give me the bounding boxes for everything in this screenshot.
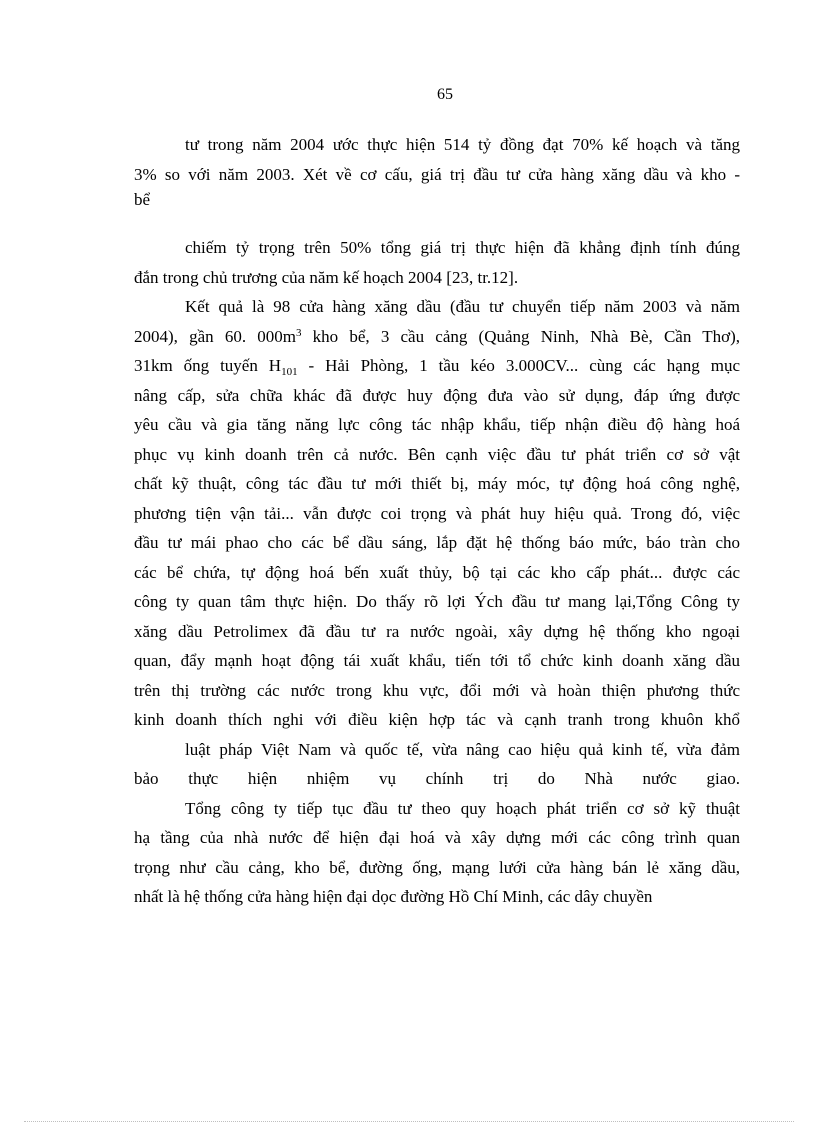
text-line: nhất là hệ thống cửa hàng hiện đại dọc đường Hồ Chí Minh, các dây chuyền (134, 887, 653, 906)
text-line: đắn trong chủ trương của năm kế hoạch 2004 [23, tr.12]. (134, 267, 519, 287)
body-text (134, 130, 740, 912)
text-line: luật pháp Việt Nam và quốc tế, vừa nâng cao hiệu quả kinh tế, vừa đảm (185, 739, 740, 759)
text-line: yêu cầu và gia tăng năng lực công tác nhập khẩu, tiếp nhận điều độ hàng hoá (134, 415, 740, 434)
text-line: đầu tư mái phao cho các bể dầu sáng, lắp đặt hệ thống báo mức, báo tràn cho (134, 533, 740, 552)
text-line: công ty quan tâm thực hiện. Do thấy rõ lợi Ých đầu tư mang lại,Tổng Công ty (134, 592, 740, 611)
text-line (134, 351, 740, 381)
text-line: Kết quả là 98 cửa hàng xăng dầu (đầu tư chuyển tiếp năm 2003 và năm (185, 297, 740, 316)
page-number: 65 (437, 86, 453, 103)
text-line: trọng như cầu cảng, kho bể, đường ống, mạng lưới cửa hàng bán lẻ xăng dầu, (134, 857, 740, 877)
text-line: hạ tầng của nhà nước để hiện đại hoá và xây dựng mới các công trình quan (134, 828, 740, 847)
text-segment: - Hải Phòng, 1 tầu kéo 3.000CV... cùng các hạng mục (297, 356, 740, 375)
text-line: các bể chứa, tự động hoá bến xuất thủy, bộ tại các kho cấp phát... được các (134, 562, 740, 582)
text-line: nâng cấp, sửa chữa khác đã được huy động đưa vào sử dụng, đáp ứng được (134, 385, 740, 405)
text-line: Tổng công ty tiếp tục đầu tư theo quy hoạch phát triển cơ sở kỹ thuật (185, 798, 740, 818)
text-line: phục vụ kinh doanh trên cả nước. Bên cạnh việc đầu tư phát triển cơ sở vật (134, 444, 740, 464)
text-line: bảo thực hiện nhiệm vụ chính trị do Nhà nước giao. (134, 769, 740, 788)
text-line: 3% so với năm 2003. Xét về cơ cấu, giá trị đầu tư cửa hàng xăng dầu và kho - (134, 164, 740, 184)
text-segment: kho bể, 3 cầu cảng (Quảng Ninh, Nhà Bè, Cần Thơ), (301, 326, 741, 346)
text-segment: 2004), gần 60. 000m (134, 326, 296, 346)
text-line: xăng dầu Petrolimex đã đầu tư ra nước ngoài, xây dựng hệ thống kho ngoại (134, 621, 740, 641)
text-line: kinh doanh thích nghi với điều kiện hợp tác và cạnh tranh trong khuôn khổ (134, 710, 740, 729)
text-line: quan, đẩy mạnh hoạt động tái xuất khẩu, tiến tới tổ chức kinh doanh xăng dầu (134, 651, 740, 670)
text-line: trên thị trường các nước trong khu vực, đổi mới và hoàn thiện phương thức (134, 680, 740, 700)
text-segment: 31km ống tuyến H (134, 356, 282, 375)
text-line: bể (134, 190, 151, 209)
page-bottom-divider (24, 1121, 794, 1122)
text-line: phương tiện vận tải... vẫn được coi trọng và phát huy hiệu quả. Trong đó, việc (134, 503, 740, 523)
text-line: chất kỹ thuật, công tác đầu tư mới thiết bị, máy móc, tự động hoá công nghệ, (134, 474, 740, 493)
subscript: 101 (281, 366, 298, 378)
superscript: 3 (295, 326, 302, 339)
text-line (134, 322, 740, 352)
text-line: tư trong năm 2004 ước thực hiện 514 tỷ đồng đạt 70% kế hoạch và tăng (185, 135, 740, 154)
text-line: chiếm tỷ trọng trên 50% tổng giá trị thực hiện đã khẳng định tính đúng (185, 238, 740, 257)
